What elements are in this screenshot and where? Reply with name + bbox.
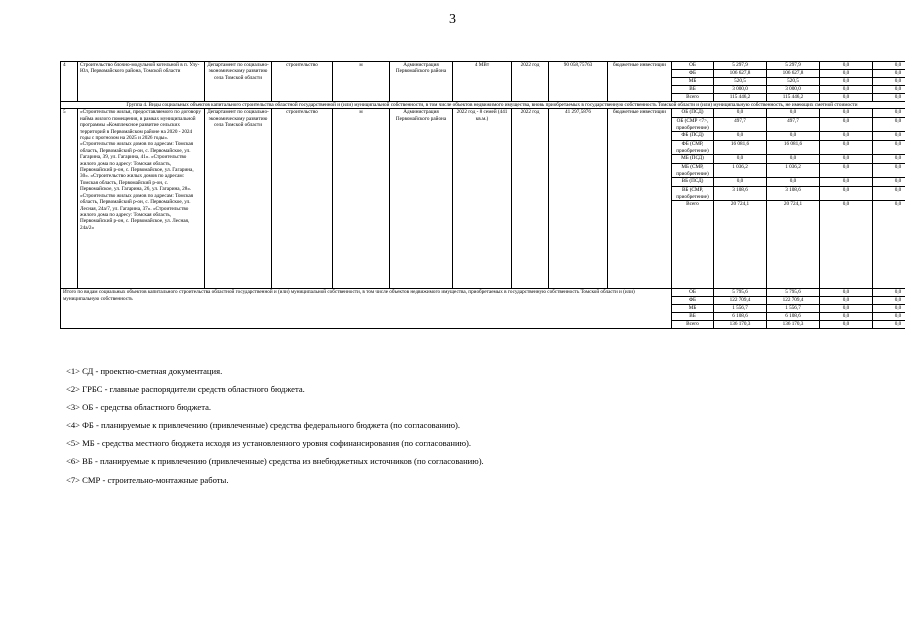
funding-year-2: 0,0	[820, 62, 873, 70]
funding-year-1: 497,7	[767, 118, 820, 132]
capacity: 4 МВт	[453, 62, 512, 102]
funding-year-1: 115 446,2	[767, 94, 820, 102]
funding-source: МБ	[672, 78, 714, 86]
total-label: Итого по видам социальных объектов капитального строительства областной государственной и (или) муниципальной собственности, в том числе объектов недвижимого имущества, приобретаемых в государственную собственность Томской области и (или) муниципальную собственность	[61, 289, 672, 329]
funding-source: ФБ	[672, 297, 714, 305]
funding-total: 0,0	[714, 178, 767, 187]
funding-year-2: 0,0	[820, 187, 873, 201]
funding-source: Всего	[672, 201, 714, 289]
funding-total: 106 627,8	[714, 70, 767, 78]
funding-total: 1 036,2	[714, 164, 767, 178]
object-name: Строительство блочно-модульной котельной в п. Улу-Юл, Первомайского района, Томской области	[78, 62, 205, 102]
funding-year-2: 0,0	[820, 86, 873, 94]
funding-year-1: 6 108,6	[767, 313, 820, 321]
work-type: строительство	[272, 109, 333, 289]
funding-year-3: 0,0	[873, 187, 905, 201]
funding-source: ФБ (ПСД)	[672, 132, 714, 141]
funding-year-3: 0,0	[873, 109, 905, 118]
funding-total: 122 709,4	[714, 297, 767, 305]
funding-year-1: 5 795,6	[767, 289, 820, 297]
funding-type: бюджетные инвестиции	[608, 62, 672, 102]
completion-year: 2022 год	[512, 62, 549, 102]
capacity: 2022 год - 8 семей (441 кв.м.)	[453, 109, 512, 289]
funding-source: ФБ (СМР, приобретение)	[672, 141, 714, 155]
funding-year-3: 0,0	[873, 94, 905, 102]
funding-year-2: 0,0	[820, 70, 873, 78]
funding-year-1: 520,5	[767, 78, 820, 86]
footnote-7: <7> СМР - строительно-монтажные работы.	[66, 474, 229, 485]
funding-year-1: 1 036,2	[767, 164, 820, 178]
table-row	[61, 62, 905, 70]
funding-source: Всего	[672, 321, 714, 329]
footnote-2: <2> ГРБС - главные распорядители средств областного бюджета.	[66, 384, 305, 395]
total-row	[61, 289, 905, 297]
customer: Администрация Первомайского района	[390, 109, 453, 289]
funding-year-1: 0,0	[767, 109, 820, 118]
funding-total: 1 556,7	[714, 305, 767, 313]
funding-total: 115 446,2	[714, 94, 767, 102]
funding-source: ОБ	[672, 289, 714, 297]
funding-source: МБ	[672, 305, 714, 313]
funding-year-2: 0,0	[820, 155, 873, 164]
unit: м	[333, 109, 390, 289]
funding-year-1: 3 108,6	[767, 187, 820, 201]
funding-year-1: 106 627,8	[767, 70, 820, 78]
funding-total: 136 170,3	[714, 321, 767, 329]
work-type: строительство	[272, 62, 333, 102]
row-number: 5	[61, 109, 78, 289]
funding-year-3: 0,0	[873, 305, 905, 313]
funding-year-1: 20 724,1	[767, 201, 820, 289]
customer: Администрация Первомайского района	[390, 62, 453, 102]
department: Департамент по социально-экономическому развитию села Томской области	[205, 62, 272, 102]
funding-year-3: 0,0	[873, 155, 905, 164]
estimated-cost: 41 297,5876	[549, 109, 608, 289]
funding-year-2: 0,0	[820, 297, 873, 305]
table-row	[61, 109, 905, 118]
funding-year-3: 0,0	[873, 313, 905, 321]
group-header: Группа 4. Виды социальных объектов капитального строительства областной государственной и (или) муниципальной собственности, в том числе объектов недвижимого имущества, вновь приобретаемых в государственную собственность Томской области и (или) муниципальную собственность, не имеющих сметной стоимости	[61, 102, 905, 109]
objects-table	[60, 61, 905, 329]
funding-total: 6 108,6	[714, 313, 767, 321]
funding-year-2: 0,0	[820, 321, 873, 329]
row-number: 4	[61, 62, 78, 102]
funding-year-2: 0,0	[820, 164, 873, 178]
footnotes	[66, 362, 484, 489]
funding-year-2: 0,0	[820, 178, 873, 187]
funding-total: 0,0	[714, 132, 767, 141]
funding-year-3: 0,0	[873, 86, 905, 94]
funding-year-2: 0,0	[820, 201, 873, 289]
funding-year-1: 136 170,3	[767, 321, 820, 329]
funding-year-3: 0,0	[873, 132, 905, 141]
funding-year-2: 0,0	[820, 289, 873, 297]
funding-year-2: 0,0	[820, 94, 873, 102]
funding-year-3: 0,0	[873, 62, 905, 70]
funding-total: 497,7	[714, 118, 767, 132]
funding-source: МБ (СМР, приобретение)	[672, 164, 714, 178]
footnote-3: <3> ОБ - средства областного бюджета.	[66, 402, 212, 413]
funding-source: ВБ (СМР, приобретение)	[672, 187, 714, 201]
funding-year-3: 0,0	[873, 141, 905, 155]
funding-year-2: 0,0	[820, 305, 873, 313]
funding-year-2: 0,0	[820, 132, 873, 141]
funding-year-2: 0,0	[820, 109, 873, 118]
funding-year-2: 0,0	[820, 78, 873, 86]
funding-year-1: 122 709,4	[767, 297, 820, 305]
funding-year-1: 1 556,7	[767, 305, 820, 313]
object-name: «Строительство жилья, предоставляемого по договору найма жилого помещения, в рамках муниципальной программы «Комплексное развитие сельских территорий в Первомайском районе на 2020 - 2024 годы с прогнозом на 2025 и 2026 годы». «Строительство жилых домов по адресам: Томская область, Первомайский р-он, с. Первомайское, ул. Гагарина, 39, ул. Гагарина, 41». «Строительство жилого дома по адресу: Томская область, Первомайский р-он, с. Первомайское, ул. Гагарина, 30». «Строительство жилых домов по адресам: Томская область, Первомайский р-он, с. Первомайское, ул. Гагарина, 26, ул. Гагарина, 28». «Строительство жилых домов по адресам: Томская область, Первомайский р-он, с. Первомайское, ул. Лесная, 24а/7, ул. Гагарина, 37». «Строительство жилого дома по адресу: Томская область, Первомайский р-он, с. Первомайское, ул. Лесная, 24а/2»	[78, 109, 205, 289]
funding-year-3: 0,0	[873, 297, 905, 305]
group-header-row	[61, 102, 905, 109]
funding-source: ОБ	[672, 62, 714, 70]
funding-source: ВБ	[672, 86, 714, 94]
funding-total: 16 081,6	[714, 141, 767, 155]
funding-source: ВБ	[672, 313, 714, 321]
footnote-1: <1> СД - проектно-сметная документация.	[66, 366, 223, 376]
funding-total: 520,5	[714, 78, 767, 86]
funding-total: 5 297,9	[714, 62, 767, 70]
funding-year-2: 0,0	[820, 313, 873, 321]
estimated-cost: 90 058,75763	[549, 62, 608, 102]
department: Департамент по социально-экономическому развитию села Томской области	[205, 109, 272, 289]
funding-year-3: 0,0	[873, 289, 905, 297]
funding-year-1: 3 000,0	[767, 86, 820, 94]
funding-year-1: 0,0	[767, 178, 820, 187]
funding-source: ВБ (ПСД)	[672, 178, 714, 187]
unit: м	[333, 62, 390, 102]
funding-total: 3 108,6	[714, 187, 767, 201]
funding-year-2: 0,0	[820, 118, 873, 132]
funding-year-1: 0,0	[767, 132, 820, 141]
funding-source: ОБ (ПСД)	[672, 109, 714, 118]
footnote-6: <6> ВБ - планируемые к привлечению (привлеченные) средства из внебюджетных источников (по согласованию).	[66, 456, 484, 467]
funding-source: ОБ (СМР <7>, приобретение)	[672, 118, 714, 132]
funding-year-3: 0,0	[873, 78, 905, 86]
funding-year-3: 0,0	[873, 178, 905, 187]
funding-year-1: 5 297,9	[767, 62, 820, 70]
funding-year-3: 0,0	[873, 321, 905, 329]
funding-year-1: 0,0	[767, 155, 820, 164]
funding-year-3: 0,0	[873, 70, 905, 78]
funding-source: МБ (ПСД)	[672, 155, 714, 164]
funding-year-3: 0,0	[873, 164, 905, 178]
funding-total: 5 795,6	[714, 289, 767, 297]
funding-year-1: 16 081,6	[767, 141, 820, 155]
footnote-5: <5> МБ - средства местного бюджета исходя из установленного уровня софинансирования (по согласованию).	[66, 438, 472, 449]
funding-source: ФБ	[672, 70, 714, 78]
completion-year: 2022 год	[512, 109, 549, 289]
funding-total: 3 000,0	[714, 86, 767, 94]
funding-total: 0,0	[714, 155, 767, 164]
funding-total: 20 724,1	[714, 201, 767, 289]
footnote-4: <4> ФБ - планируемые к привлечению (привлеченные) средства федерального бюджета (по согласованию).	[66, 420, 461, 431]
funding-year-3: 0,0	[873, 201, 905, 289]
funding-source: Всего	[672, 94, 714, 102]
funding-year-2: 0,0	[820, 141, 873, 155]
funding-type: бюджетные инвестиции	[608, 109, 672, 289]
funding-total: 0,0	[714, 109, 767, 118]
funding-year-3: 0,0	[873, 118, 905, 132]
page-number: 3	[449, 12, 456, 27]
